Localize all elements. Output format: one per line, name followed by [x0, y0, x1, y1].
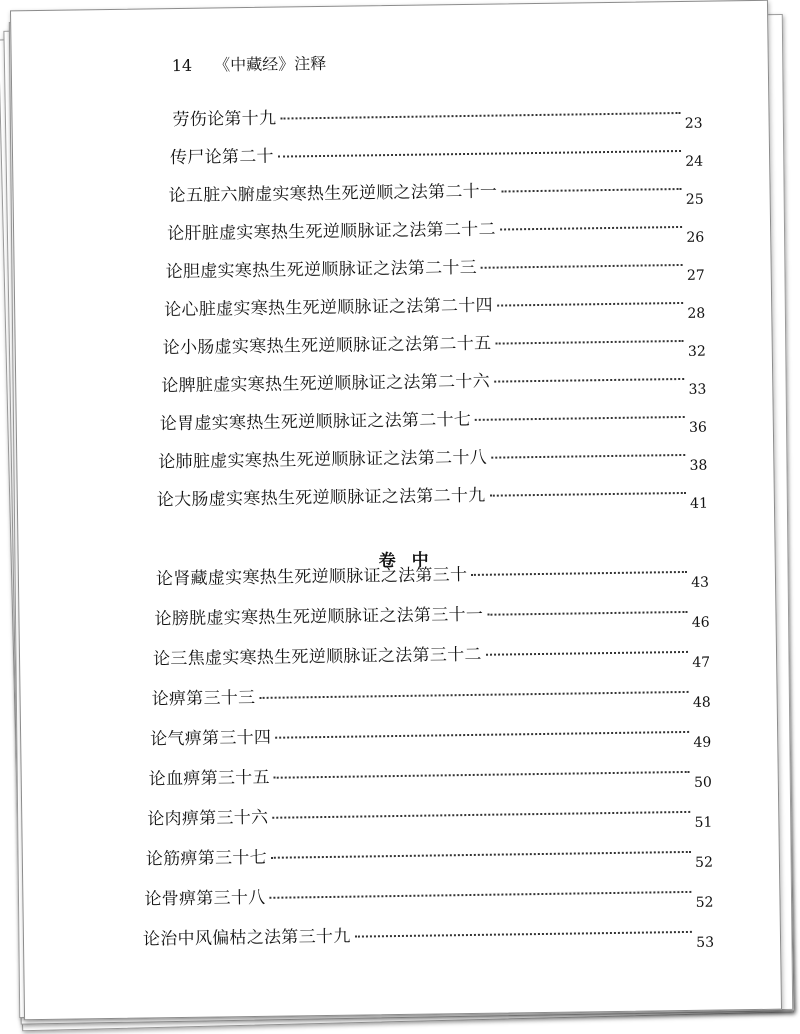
toc-entry-page: 52 [695, 894, 714, 911]
book-title: 《中藏经》注释 [213, 53, 327, 75]
toc-entry-page: 38 [689, 457, 708, 474]
toc-entry [151, 677, 710, 713]
dot-leader [475, 416, 685, 421]
dot-leader [278, 150, 681, 158]
toc-entry-title: 论脾脏虚实寒热生死逆顺脉证之法第二十六 [161, 371, 491, 397]
toc-entry-page: 46 [691, 614, 710, 631]
dot-leader [275, 731, 689, 739]
toc-entry-page: 52 [695, 854, 714, 871]
toc-entry-page: 36 [688, 419, 707, 436]
toc-entry-page: 51 [694, 814, 713, 831]
toc-entry-title: 论肾藏虚实寒热生死逆顺脉证之法第三十 [155, 565, 468, 590]
toc-entry [143, 917, 714, 953]
toc-entry [157, 478, 708, 514]
dot-leader [269, 891, 691, 899]
dot-leader [272, 811, 690, 819]
toc-entry [165, 250, 704, 286]
toc-entry-page: 53 [696, 934, 715, 951]
dot-leader [280, 112, 680, 120]
toc-entry-page: 48 [692, 694, 711, 711]
dot-leader [494, 378, 684, 383]
toc-entry-page: 49 [693, 734, 712, 751]
dot-leader [355, 931, 693, 938]
toc-entry-page: 41 [690, 495, 709, 512]
toc-entry [146, 837, 713, 873]
toc-entry-page: 33 [688, 381, 707, 398]
toc-entry [170, 136, 703, 171]
section-heading: 卷中 [378, 550, 445, 572]
toc-entry [147, 797, 712, 833]
dot-leader [486, 651, 688, 656]
toc-entry-title: 论筋痹第三十七 [145, 847, 268, 870]
toc-entry-page: 24 [685, 153, 704, 170]
toc-entry-title: 论三焦虚实寒热生死逆顺脉证之法第三十二 [152, 644, 482, 670]
dot-leader [274, 771, 690, 779]
toc-entry-page: 43 [691, 574, 710, 591]
toc-entry [158, 440, 707, 476]
toc-entry-page: 25 [685, 191, 704, 208]
toc-entry-title: 论五脏六腑虚实寒热生死逆顺之法第二十一 [168, 181, 498, 207]
toc-entry-page: 50 [693, 774, 712, 791]
toc-entry [154, 597, 709, 633]
toc-entry [172, 98, 702, 133]
dot-leader [501, 188, 681, 193]
dot-leader [271, 851, 691, 859]
toc-entry-page: 27 [686, 267, 705, 284]
toc-entry [149, 757, 712, 793]
toc-entry [160, 402, 707, 438]
dot-leader [489, 492, 685, 497]
toc-page [10, 0, 782, 1020]
toc-entry [150, 717, 711, 753]
toc-entry-page: 32 [687, 343, 706, 360]
toc-entry-title: 论血痹第三十五 [148, 767, 270, 790]
dot-leader [471, 571, 687, 576]
toc-entry-title: 劳伤论第十九 [172, 108, 277, 131]
toc-entry [153, 637, 710, 673]
dot-leader [491, 454, 685, 459]
toc-entry-title: 论膀胱虚实寒热生死逆顺脉证之法第三十一 [154, 604, 484, 630]
dot-leader [497, 302, 683, 307]
dot-leader [481, 264, 683, 269]
toc-entry-title: 论胃虚实寒热生死逆顺脉证之法第二十七 [159, 409, 472, 435]
toc-entry [144, 877, 713, 913]
toc-entry [167, 212, 704, 247]
running-header [172, 51, 327, 76]
toc-entry-title: 论胆虚实寒热生死逆顺脉证之法第二十三 [165, 257, 478, 283]
dot-leader [487, 611, 687, 616]
toc-entry-page: 47 [692, 654, 711, 671]
dot-leader [495, 340, 683, 345]
toc-entry-title: 论肺脏虚实寒热生死逆顺脉证之法第二十八 [158, 447, 488, 473]
toc-entry [156, 557, 709, 593]
toc-entry-title: 论肝脏虚实寒热生死逆顺脉证之法第二十二 [166, 219, 496, 245]
toc-entry-page: 26 [686, 229, 705, 246]
toc-entry-page: 28 [687, 305, 706, 322]
toc-entry-title: 论小肠虚实寒热生死逆顺脉证之法第二十五 [162, 333, 492, 359]
toc-entry-title: 论痹第三十三 [151, 687, 256, 710]
dot-leader [259, 691, 688, 699]
toc-entry-title: 论气痹第三十四 [150, 727, 272, 750]
toc-entry-title: 论大肠虚实寒热生死逆顺脉证之法第二十九 [156, 485, 486, 511]
toc-entry [164, 288, 705, 324]
dot-leader [500, 226, 682, 231]
page-number: 14 [171, 55, 193, 76]
toc-entry-title: 论治中风偏枯之法第三十九 [142, 926, 351, 950]
toc-entry [161, 364, 706, 400]
toc-entry-title: 论心脏虚实寒热生死逆顺脉证之法第二十四 [164, 295, 493, 321]
toc-entry-page: 23 [684, 115, 703, 132]
toc-entry [168, 174, 703, 209]
toc-entry-title: 传尸论第二十 [169, 146, 275, 169]
toc-entry [163, 326, 706, 362]
toc-entry-title: 论骨痹第三十八 [144, 887, 266, 910]
toc-entry-title: 论肉痹第三十六 [147, 807, 269, 830]
